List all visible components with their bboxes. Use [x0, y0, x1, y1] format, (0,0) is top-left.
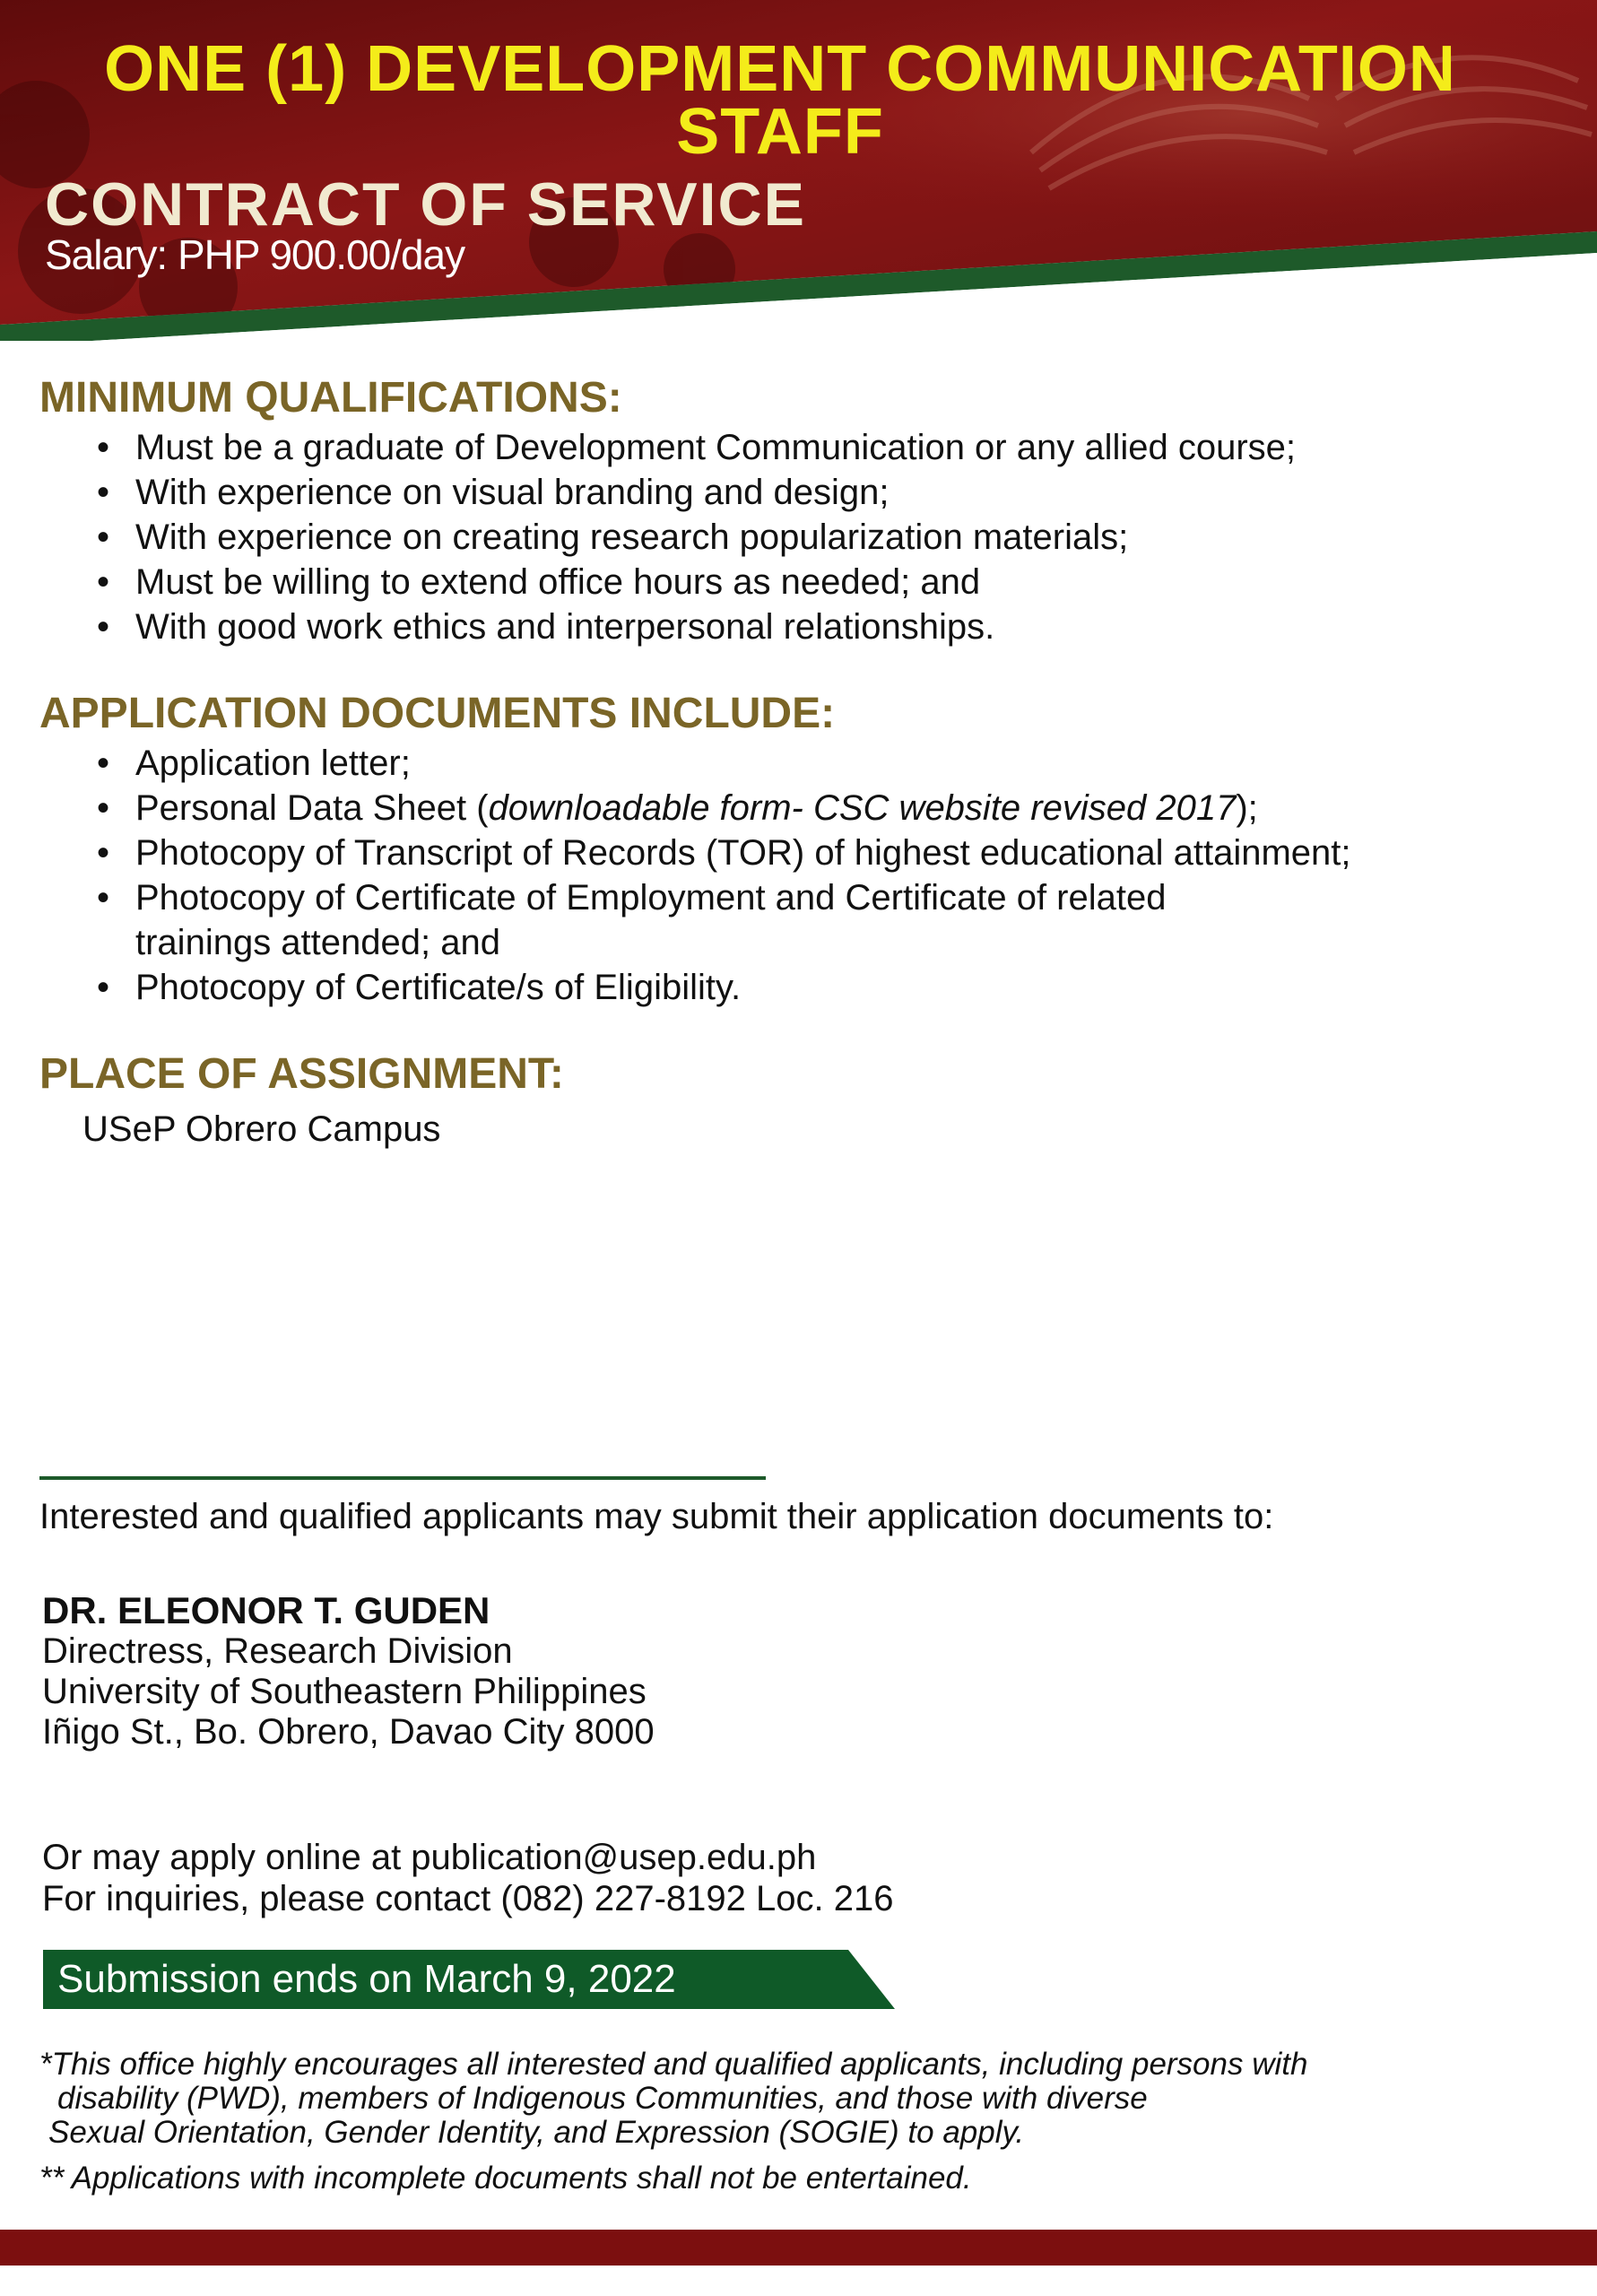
contact-address: Iñigo St., Bo. Obrero, Davao City 8000	[42, 1712, 655, 1752]
documents-list	[85, 741, 1351, 1010]
list-item: • With experience on visual branding and design;	[96, 473, 890, 512]
contact-block	[42, 1590, 655, 1752]
assignment-heading: PLACE OF ASSIGNMENT:	[39, 1050, 564, 1098]
online-application: Or may apply online at publication@usep.edu.ph	[42, 1838, 817, 1877]
list-item: • With good work ethics and interpersonal relationships.	[96, 607, 995, 647]
footer-bar	[0, 2230, 1597, 2266]
salary: Salary: PHP 900.00/day	[45, 231, 465, 278]
list-item: • Must be willing to extend office hours as needed; and	[96, 562, 981, 602]
inclusion-note	[39, 2048, 1307, 2150]
qualifications-heading: MINIMUM QUALIFICATIONS:	[39, 374, 622, 422]
list-item: • Photocopy of Certificate of Employment and Certificate of related trainings attended; and	[96, 878, 1167, 962]
list-item: • With experience on creating research popularization materials;	[96, 517, 1129, 557]
list-item: • Personal Data Sheet (downloadable form- CSC website revised 2017);	[96, 788, 1258, 828]
job-title: ONE (1) DEVELOPMENT COMMUNICATION STAFF	[104, 33, 1456, 168]
note-line: *This office highly encourages all interested and qualified applicants, including persons with	[39, 2047, 1308, 2082]
assignment-place: USeP Obrero Campus	[82, 1109, 441, 1149]
qualifications-list	[85, 425, 1296, 649]
contact-name: DR. ELEONOR T. GUDEN	[42, 1589, 490, 1631]
note-line: Sexual Orientation, Gender Identity, and Expression (SOGIE) to apply.	[48, 2115, 1025, 2150]
submission-intro: Interested and qualified applicants may submit their application documents to:	[39, 1497, 1274, 1536]
online-block	[42, 1837, 893, 1919]
header-banner	[0, 0, 1597, 341]
deadline-text: Submission ends on March 9, 2022	[57, 1957, 676, 2001]
documents-heading: APPLICATION DOCUMENTS INCLUDE:	[39, 690, 836, 737]
contract-type: CONTRACT OF SERVICE	[45, 170, 807, 239]
incomplete-note: ** Applications with incomplete documents shall not be entertained.	[39, 2161, 972, 2196]
contact-institution: University of Southeastern Philippines	[42, 1672, 647, 1711]
list-item: • Application letter;	[96, 744, 411, 783]
inquiries-contact: For inquiries, please contact (082) 227-8192 Loc. 216	[42, 1879, 894, 1918]
deadline-badge	[43, 1950, 895, 2009]
note-line: disability (PWD), members of Indigenous Communities, and those with diverse	[57, 2081, 1148, 2116]
contact-position: Directress, Research Division	[42, 1631, 513, 1671]
divider	[39, 1476, 766, 1480]
list-item: • Photocopy of Certificate/s of Eligibility.	[96, 968, 742, 1007]
list-item: • Photocopy of Transcript of Records (TOR) of highest educational attainment;	[96, 833, 1351, 873]
list-item: • Must be a graduate of Development Communication or any allied course;	[96, 428, 1297, 467]
